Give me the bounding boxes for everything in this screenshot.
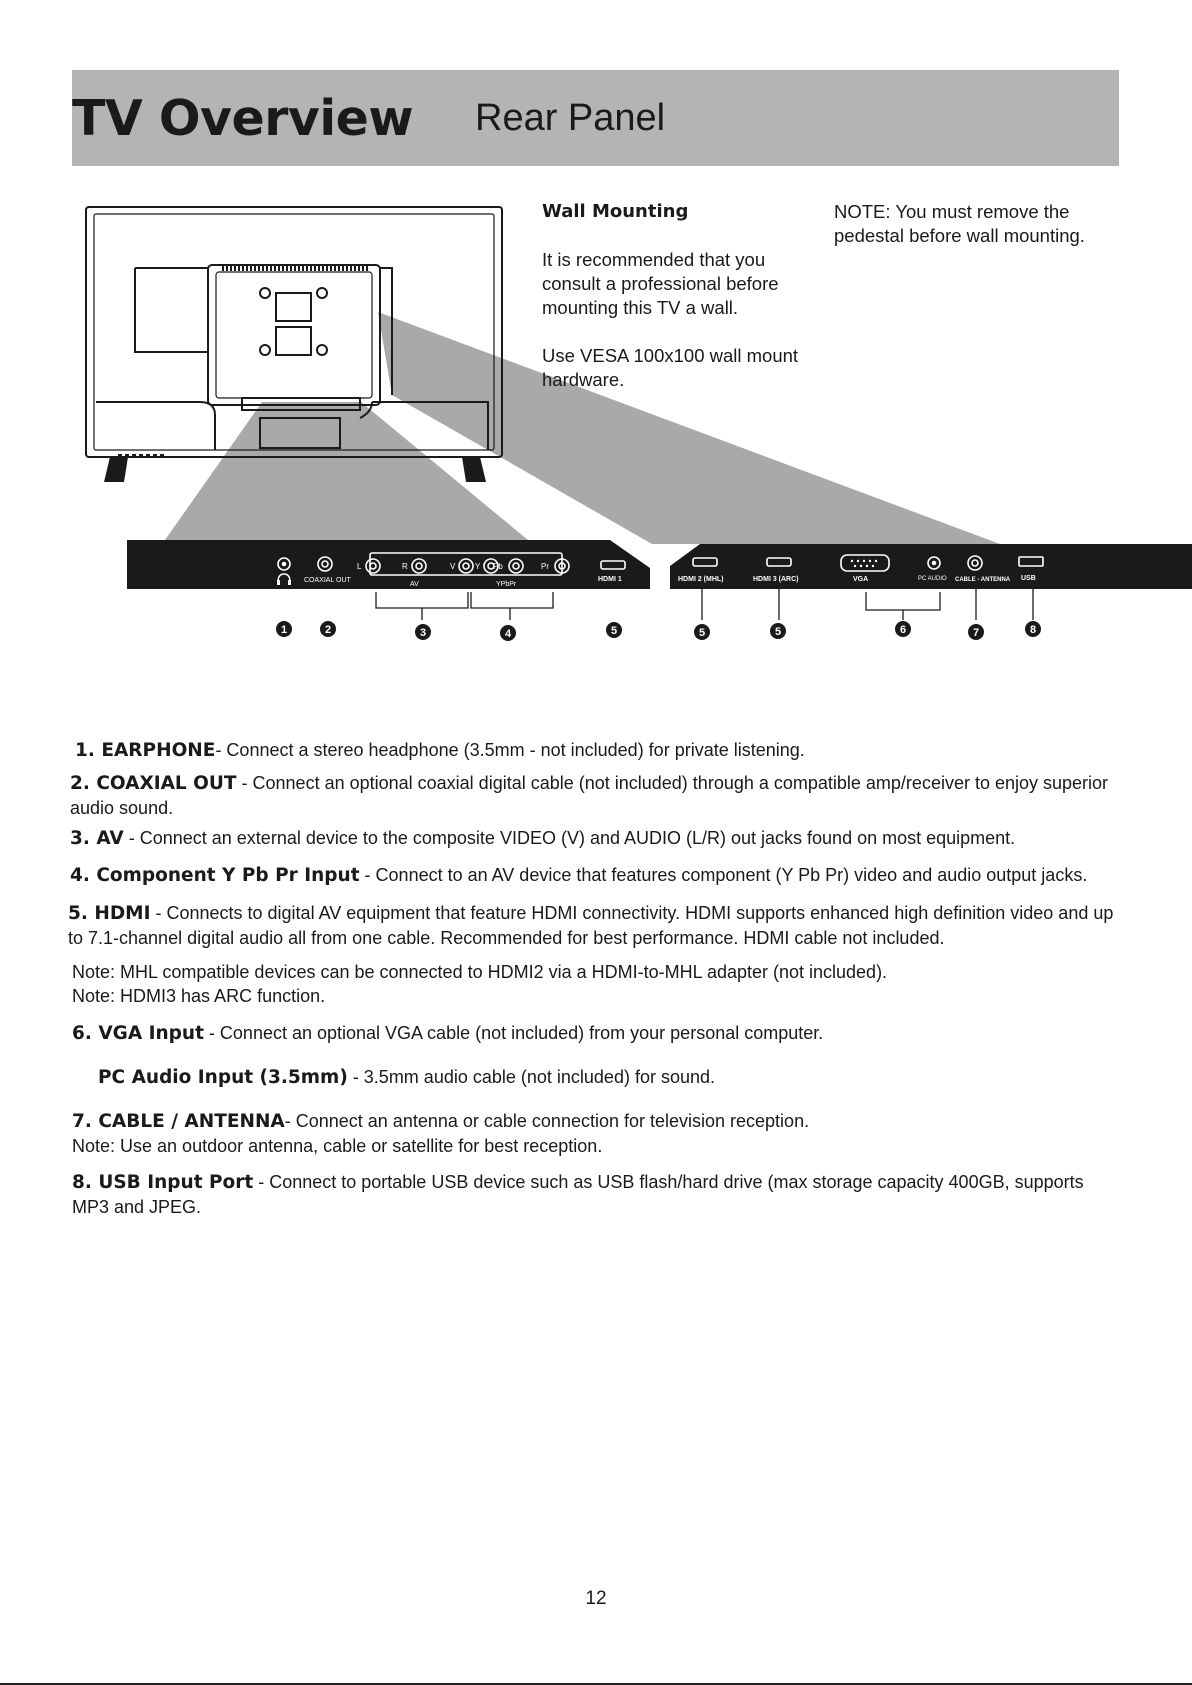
- item-av: 3. AV - Connect an external device to the composite VIDEO (V) and AUDIO (L/R) out jacks found on most equipment.: [70, 828, 1016, 849]
- callout-7: [968, 624, 984, 640]
- label-pc-audio: PC AUDIO: [918, 576, 947, 582]
- tv-foot-left: [104, 457, 128, 482]
- callout-6: [895, 621, 911, 637]
- svg-text:5: 5: [698, 627, 706, 639]
- connector-descriptions: [70, 738, 1120, 1219]
- callout-1: [276, 621, 292, 637]
- callout-8: [1025, 621, 1041, 637]
- wall-mounting-para-1: It is recommended that you consult a professional before mounting this TV a wall.: [542, 249, 779, 318]
- item-coaxial: 2. COAXIAL OUT - Connect an optional coaxial digital cable (not included) through a compatible amp/receiver to enjoy superior audio sound.: [70, 773, 1109, 818]
- callout-5a: [606, 622, 622, 638]
- label-cable: CABLE - ANTENNA: [955, 577, 1011, 583]
- item-hdmi: 5. HDMI - Connects to digital AV equipment that feature HDMI connectivity. HDMI supports enhanced high definition video and up to 7.1-channel digital audio all from one cable. Recommended for best performance. HDMI cable not included.: [68, 903, 1114, 948]
- item-hdmi-notes: Note: MHL compatible devices can be connected to HDMI2 via a HDMI-to-MHL adapter (not included). Note: HDMI3 has ARC function.: [72, 962, 888, 1006]
- callout-3: [415, 624, 431, 640]
- tv-foot-right: [462, 457, 486, 482]
- label-coaxial: COAXIAL OUT: [304, 577, 351, 584]
- svg-text:5: 5: [774, 626, 782, 638]
- svg-text:8: 8: [1029, 624, 1037, 636]
- wall-mounting-section: [542, 200, 812, 416]
- svg-text:1: 1: [280, 624, 288, 636]
- item-earphone: 1. EARPHONE- Connect a stereo headphone (3.5mm - not included) for private listening.: [75, 740, 805, 761]
- svg-text:2: 2: [324, 624, 332, 636]
- item-vga: 6. VGA Input - Connect an optional VGA cable (not included) from your personal computer.: [72, 1023, 824, 1044]
- callout-5c: [770, 623, 786, 639]
- label-v: V: [450, 562, 456, 571]
- item-cable-antenna: 7. CABLE / ANTENNA- Connect an antenna or cable connection for television reception. Note: Use an outdoor antenna, cable or satellite for best reception.: [72, 1111, 810, 1156]
- callout-2: [320, 621, 336, 637]
- label-hdmi2: HDMI 2 (MHL): [678, 576, 724, 583]
- label-usb: USB: [1021, 575, 1036, 582]
- page-title: TV Overview: [72, 90, 414, 147]
- label-l: L: [357, 562, 362, 571]
- connector-panel-right: [670, 544, 1192, 589]
- pedestal-note: NOTE: You must remove the pedestal before wall mounting.: [834, 201, 1085, 246]
- connector-panel-left: [127, 540, 650, 589]
- label-r: R: [402, 562, 408, 571]
- item-component: 4. Component Y Pb Pr Input - Connect to an AV device that features component (Y Pb Pr) video and audio output jacks.: [70, 865, 1088, 886]
- svg-text:3: 3: [419, 627, 427, 639]
- label-y: Y: [475, 562, 481, 571]
- label-hdmi1: HDMI 1: [598, 576, 622, 583]
- svg-text:6: 6: [899, 624, 907, 636]
- label-hdmi3: HDMI 3 (ARC): [753, 576, 799, 583]
- page-subtitle: Rear Panel: [475, 97, 666, 139]
- label-pr: Pr: [541, 562, 549, 571]
- label-ypbpr: YPbPr: [496, 581, 517, 588]
- wall-mounting-para-2: Use VESA 100x100 wall mount hardware.: [542, 345, 799, 390]
- item-pc-audio: PC Audio Input (3.5mm) - 3.5mm audio cable (not included) for sound.: [98, 1067, 715, 1088]
- svg-text:4: 4: [504, 628, 512, 640]
- label-vga: VGA: [853, 576, 869, 583]
- callout-4: [500, 625, 516, 641]
- svg-text:7: 7: [972, 627, 980, 639]
- callout-5b: [694, 624, 710, 640]
- label-pb: Pb: [493, 562, 503, 571]
- page-number: 12: [585, 1588, 607, 1609]
- page-header: [72, 70, 1119, 166]
- svg-text:5: 5: [610, 625, 618, 637]
- label-av: AV: [410, 581, 419, 588]
- wall-mounting-heading: Wall Mounting: [542, 201, 689, 222]
- item-usb: 8. USB Input Port - Connect to portable USB device such as USB flash/hard drive (max storage capacity 400GB, supports MP3 and JPEG.: [72, 1172, 1084, 1217]
